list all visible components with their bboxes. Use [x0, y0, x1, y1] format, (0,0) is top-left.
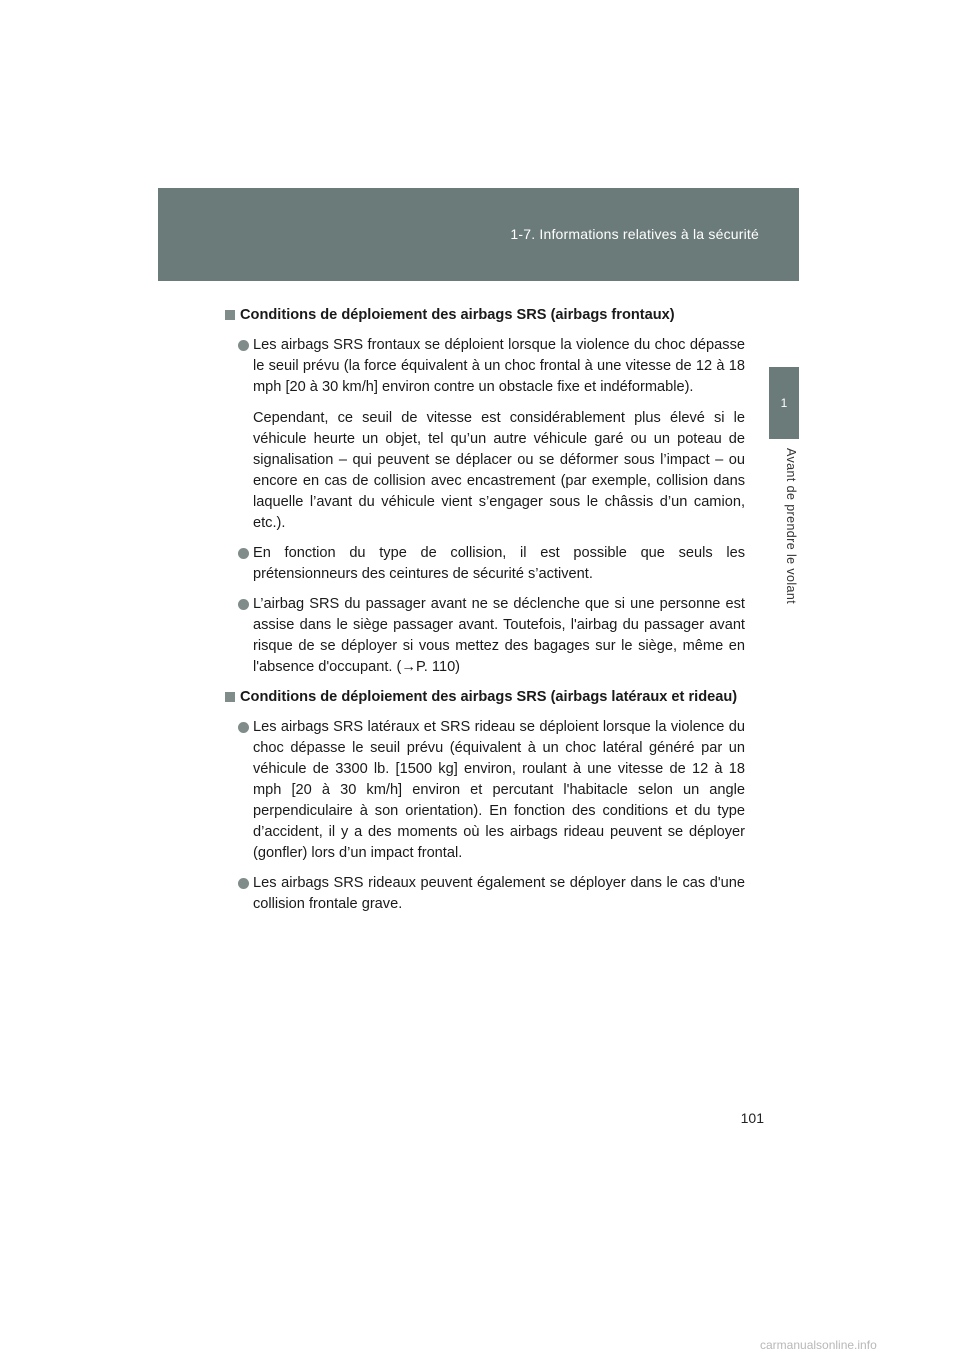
section-title-frontal — [225, 305, 745, 326]
watermark: carmanualsonline.info — [760, 1338, 877, 1352]
chapter-number: 1 — [780, 396, 788, 410]
chapter-label: Avant de prendre le volant — [784, 448, 798, 605]
circle-bullet-icon — [238, 722, 249, 733]
section-title-text: Conditions de déploiement des airbags SRS (airbags latéraux et rideau) — [240, 689, 738, 705]
section-title-text: Conditions de déploiement des airbags SRS (airbags frontaux) — [240, 307, 675, 323]
section-header-title: 1-7. Informations relatives à la sécurité — [510, 226, 759, 242]
side-tab-top — [769, 188, 799, 281]
square-bullet-icon — [225, 310, 235, 320]
chapter-tab — [769, 367, 799, 439]
circle-bullet-icon — [238, 340, 249, 351]
paragraph: Les airbags SRS frontaux se déploient lorsque la violence du choc dépasse le seuil prévu (la force équivalent à un choc frontal à une vitesse de 12 à 18 mph [20 à 30 km/h] environ contre un obstacle fixe et indéformable). — [253, 337, 745, 395]
circle-bullet-icon — [238, 548, 249, 559]
paragraph: Les airbags SRS latéraux et SRS rideau se déploient lorsque la violence du choc dépasse le seuil prévu (équivalent à un choc latéral généré par un véhicule de 3300 lb. [1500 kg] environ, roulant à une vitesse de 12 à 18 mph [20 à 30 km/h] environ et percutant l'habitacle selon un angle perpendiculaire à son orientation). En fonction des conditions et du type d’accident, il y a des moments où les airbags rideau peuvent se déployer (gonfler) lors d’un impact frontal. — [253, 719, 745, 861]
list-item — [225, 873, 745, 915]
paragraph: En fonction du type de collision, il est possible que seuls les prétensionneurs des ceintures de sécurité s’activent. — [253, 545, 745, 582]
circle-bullet-icon — [238, 599, 249, 610]
header-band — [158, 188, 799, 281]
section-title-side-curtain — [225, 687, 745, 708]
page-content — [225, 305, 745, 924]
list-item — [225, 335, 745, 534]
list-item — [225, 717, 745, 864]
list-item — [225, 543, 745, 585]
paragraph: Les airbags SRS rideaux peuvent également se déployer dans le cas d'une collision frontale grave. — [253, 875, 745, 912]
paragraph: L’airbag SRS du passager avant ne se déclenche que si une personne est assise dans le siège passager avant. Toutefois, l'airbag du passager avant risque de se déployer si vous mettez des bagages sur le siège, même en l'absence d'occupant. (→P. 110) — [253, 596, 745, 675]
list-item — [225, 594, 745, 678]
paragraph: Cependant, ce seuil de vitesse est considérablement plus élevé si le véhicule heurte un objet, tel qu’un autre véhicule garé ou un poteau de signalisation – qui peuvent se déplacer ou se déformer sous l’impact – ou encore en cas de collision avec encastrement (par exemple, collision dans laquelle l’avant du véhicule vient s’engager sous le châssis d’un camion, etc.). — [253, 410, 745, 531]
square-bullet-icon — [225, 692, 235, 702]
page-number: 101 — [740, 1110, 764, 1126]
circle-bullet-icon — [238, 878, 249, 889]
